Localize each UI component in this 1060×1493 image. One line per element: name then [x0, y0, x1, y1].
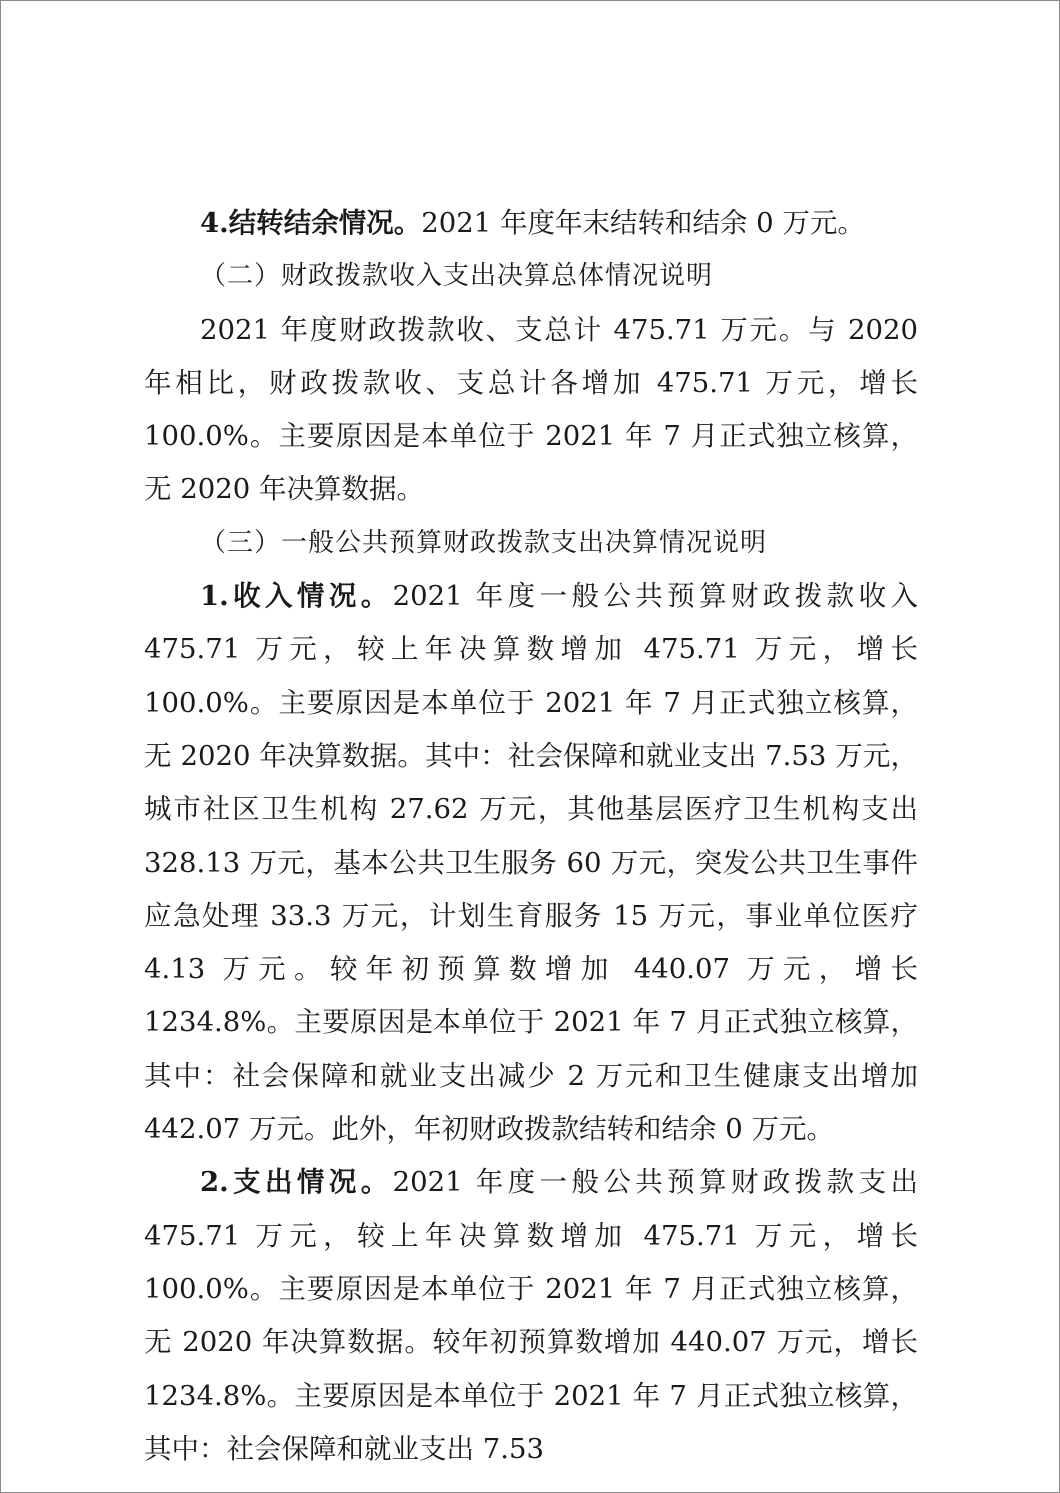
paragraph-expenditure	[144, 1156, 918, 1476]
paragraph-lead: 1.收入情况。	[200, 580, 393, 613]
paragraph-text: 2021 年度年末结转和结余 0 万元。	[421, 207, 865, 239]
paragraph-lead: 2.支出情况。	[200, 1166, 393, 1199]
paragraph-lead: 4.结转结余情况。	[200, 207, 422, 239]
paragraph-text: 2021 年度财政拨款收、支总计 475.71 万元。与 2020 年相比，财政拨款收、支总计各增加 475.71 万元，增长 100.0%。主要原因是本单位于 2021 年 7 月正式独立核算，无 2020 年决算数据。	[144, 313, 918, 506]
section-heading-3: （三）一般公共预算财政拨款支出决算情况说明	[200, 527, 768, 558]
paragraph-carryover-balance	[144, 197, 918, 250]
paragraph-fiscal-total	[144, 304, 918, 517]
paragraph-income	[144, 570, 918, 1156]
document-body	[144, 197, 918, 1476]
paragraph-text: 2021 年度一般公共预算财政拨款支出 475.71 万元，较上年决算数增加 475.71 万元，增长 100.0%。主要原因是本单位于 2021 年 7 月正式独立核算，无 2020 年决算数据。较年初预算数增加 440.07 万元，增长 1234.8%。主要原因是本单位于 2021 年 7 月正式独立核算，其中：社会保障和就业支出 7.53	[144, 1166, 918, 1465]
section-heading-2: （二）财政拨款收入支出决算总体情况说明	[200, 261, 714, 292]
paragraph-text: 2021 年度一般公共预算财政拨款收入 475.71 万元，较上年决算数增加 475.71 万元，增长 100.0%。主要原因是本单位于 2021 年 7 月正式独立核算，无 2020 年决算数据。其中：社会保障和就业支出 7.53 万元，城市社区卫生机构 27.62 万元，其他基层医疗卫生机构支出 328.13 万元，基本公共卫生服务 60 万元，突发公共卫生事件应急处理 33.3 万元，计划生育服务 15 万元，事业单位医疗 4.13 万元。较年初预算数增加 440.07 万元，增长 1234.8%。主要原因是本单位于 2021 年 7 月正式独立核算，其中：社会保障和就业支出减少 2 万元和卫生健康支出增加 442.07 万元。此外，年初财政拨款结转和结余 0 万元。	[144, 580, 918, 1146]
